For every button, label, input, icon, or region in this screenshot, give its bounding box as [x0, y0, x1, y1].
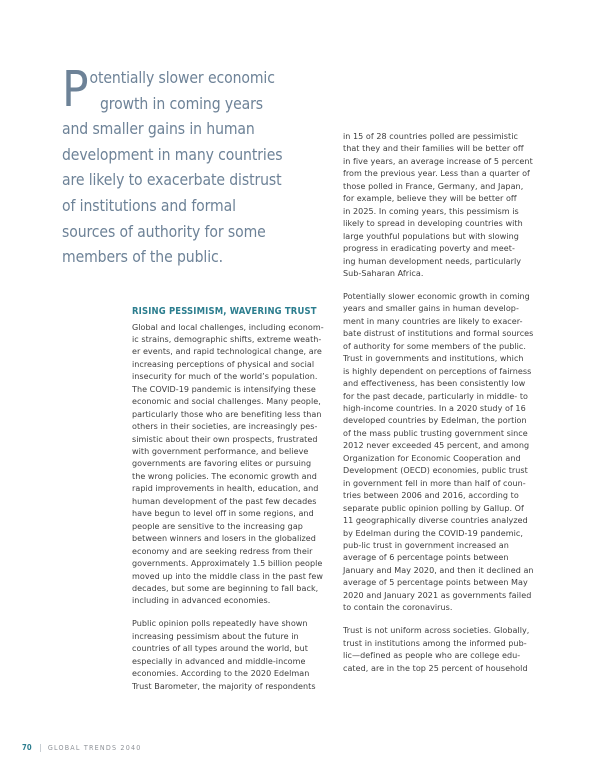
text-line: progress in eradicating poverty and meet-	[343, 244, 515, 254]
text-line: of the mass public trusting government since	[343, 428, 528, 438]
text-line: have begun to level off in some regions, and	[132, 509, 314, 519]
text-line: in five years, an average increase of 5 percent	[343, 156, 533, 166]
footer-divider	[40, 744, 41, 752]
text-line: for example, believe they will be better off	[343, 194, 517, 204]
text-line: bate distrust of institutions and formal sources	[343, 329, 534, 339]
text-line: Trust in governments and institutions, which	[343, 354, 524, 364]
pull-quote-line: members of the public.	[62, 248, 223, 267]
text-line: large youthful populations but with slowing	[343, 231, 519, 241]
pull-quote	[62, 61, 300, 271]
text-line: er events, and rapid technological change, are	[132, 347, 322, 357]
text-line: Global and local challenges, including econom-	[132, 322, 324, 332]
text-line: increasing perceptions of physical and social	[132, 359, 315, 369]
text-line: economy and are seeking redress from their	[132, 546, 313, 556]
text-line: that they and their families will be better off	[343, 144, 524, 154]
text-line: Organization for Economic Cooperation and	[343, 453, 521, 463]
text-line: from the previous year. Less than a quarter of	[343, 169, 530, 179]
text-line: of authority for some members of the public.	[343, 341, 526, 351]
pull-quote-line: otentially slower economic	[89, 69, 275, 87]
text-line: moved up into the middle class in the past few	[132, 571, 324, 581]
text-line: average of 5 percentage points between May	[343, 578, 528, 588]
pull-quote-line: sources of authority for some	[62, 222, 266, 241]
text-line: Sub-Saharan Africa.	[343, 268, 424, 278]
text-line: pub-lic trust in government increased an	[343, 541, 509, 550]
pull-quote-line: of institutions and formal	[62, 196, 236, 215]
text-line: rapid improvements in health, education, and	[132, 484, 319, 494]
text-line: is highly dependent on perceptions of fairness	[343, 366, 532, 376]
text-line: the wrong policies. The economic growth and	[132, 471, 317, 481]
text-line: for the past decade, particularly in middle- to	[343, 391, 529, 401]
text-line: including in advanced economies.	[132, 596, 271, 606]
pull-quote-line: are likely to exacerbate distrust	[62, 171, 282, 190]
paragraph-polls	[132, 618, 329, 693]
text-line: in government fell in more than half of coun-	[343, 478, 526, 488]
text-line: 2012 never exceeded 45 percent, and among	[343, 441, 530, 451]
drop-cap-letter: P	[62, 61, 89, 118]
page-number: 70	[22, 743, 32, 752]
text-line: The COVID-19 pandemic is intensifying these	[132, 384, 316, 394]
text-line: trust in institutions among the informed pub-	[343, 638, 527, 648]
text-line: January and May 2020, and then it declined an	[343, 565, 534, 575]
paragraph-challenges	[132, 322, 329, 608]
text-line: and effectiveness, has been consistently low	[343, 379, 526, 389]
text-line: economies. According to the 2020 Edelman	[132, 669, 310, 679]
text-line: in 2025. In coming years, this pessimism is	[343, 206, 519, 216]
text-line: simistic about their own prospects, frustrated	[132, 434, 318, 444]
text-line: Public opinion polls repeatedly have shown	[132, 619, 308, 629]
text-line: separate public opinion polling by Gallup. Of	[343, 503, 524, 513]
text-line: others in their societies, are increasingly pes-	[132, 422, 318, 432]
text-line: 11 geographically diverse countries analyzed	[343, 516, 528, 526]
text-line: average of 6 percentage points between	[343, 553, 509, 563]
text-line: those polled in France, Germany, and Japan,	[343, 181, 524, 191]
text-line: tries between 2006 and 2016, according to	[343, 491, 519, 501]
body-column-left	[132, 306, 329, 693]
paragraph-growth	[343, 291, 540, 615]
pull-quote-line: growth in coming years	[100, 94, 263, 113]
section-heading: RISING PESSIMISM, WAVERING TRUST	[132, 306, 317, 317]
pull-quote-line: development in many countries	[62, 145, 283, 164]
text-line: human development of the past few decades	[132, 496, 317, 506]
text-line: ic strains, demographic shifts, extreme weath-	[132, 334, 322, 344]
text-line: by Edelman during the COVID-19 pandemic,	[343, 528, 523, 538]
page-footer	[22, 742, 142, 754]
text-line: increasing pessimism about the future in	[132, 631, 299, 641]
text-line: Development (OECD) economies, public trust	[343, 466, 528, 476]
footer-document-title: GLOBAL TRENDS 2040	[47, 743, 142, 752]
text-line: countries of all types around the world, but	[132, 644, 308, 654]
pull-quote-line: and smaller gains in human	[62, 120, 255, 139]
text-line: governments. Approximately 1.5 billion people	[132, 559, 323, 569]
text-line: ment in many countries are likely to exacer-	[343, 316, 523, 326]
text-line: particularly those who are benefiting less than	[132, 409, 322, 419]
text-line: developed countries by Edelman, the portion	[343, 416, 527, 426]
paragraph-polled	[343, 131, 540, 280]
text-line: insecurity for much of the world’s population.	[132, 372, 318, 382]
text-line: high-income countries. In a 2020 study of 16	[343, 404, 526, 414]
text-line: Trust is not uniform across societies. Globally,	[343, 626, 530, 636]
text-line: to contain the coronavirus.	[343, 603, 453, 613]
text-line: economic and social challenges. Many people,	[132, 397, 321, 407]
text-line: lic—defined as people who are college edu-	[343, 651, 521, 661]
text-line: cated, are in the top 25 percent of household	[343, 663, 528, 673]
text-line: with government performance, and believe	[132, 447, 309, 457]
body-column-right	[343, 131, 540, 675]
text-line: in 15 of 28 countries polled are pessimistic	[343, 132, 518, 141]
text-line: especially in advanced and middle-income	[132, 656, 306, 666]
text-line: likely to spread in developing countries with	[343, 219, 523, 229]
text-line: between winners and losers in the globalized	[132, 534, 316, 544]
text-line: 2020 and January 2021 as governments failed	[343, 590, 532, 600]
text-line: governments are favoring elites or pursuing	[132, 459, 312, 469]
text-line: decades, but some are beginning to fall back,	[132, 584, 319, 594]
text-line: people are sensitive to the increasing gap	[132, 521, 303, 531]
paragraph-uniform	[343, 625, 540, 675]
text-line: years and smaller gains in human develop-	[343, 304, 519, 314]
text-line: ing human development needs, particularly	[343, 256, 522, 266]
text-line: Trust Barometer, the majority of respondents	[132, 681, 316, 691]
text-line: Potentially slower economic growth in coming	[343, 291, 530, 301]
